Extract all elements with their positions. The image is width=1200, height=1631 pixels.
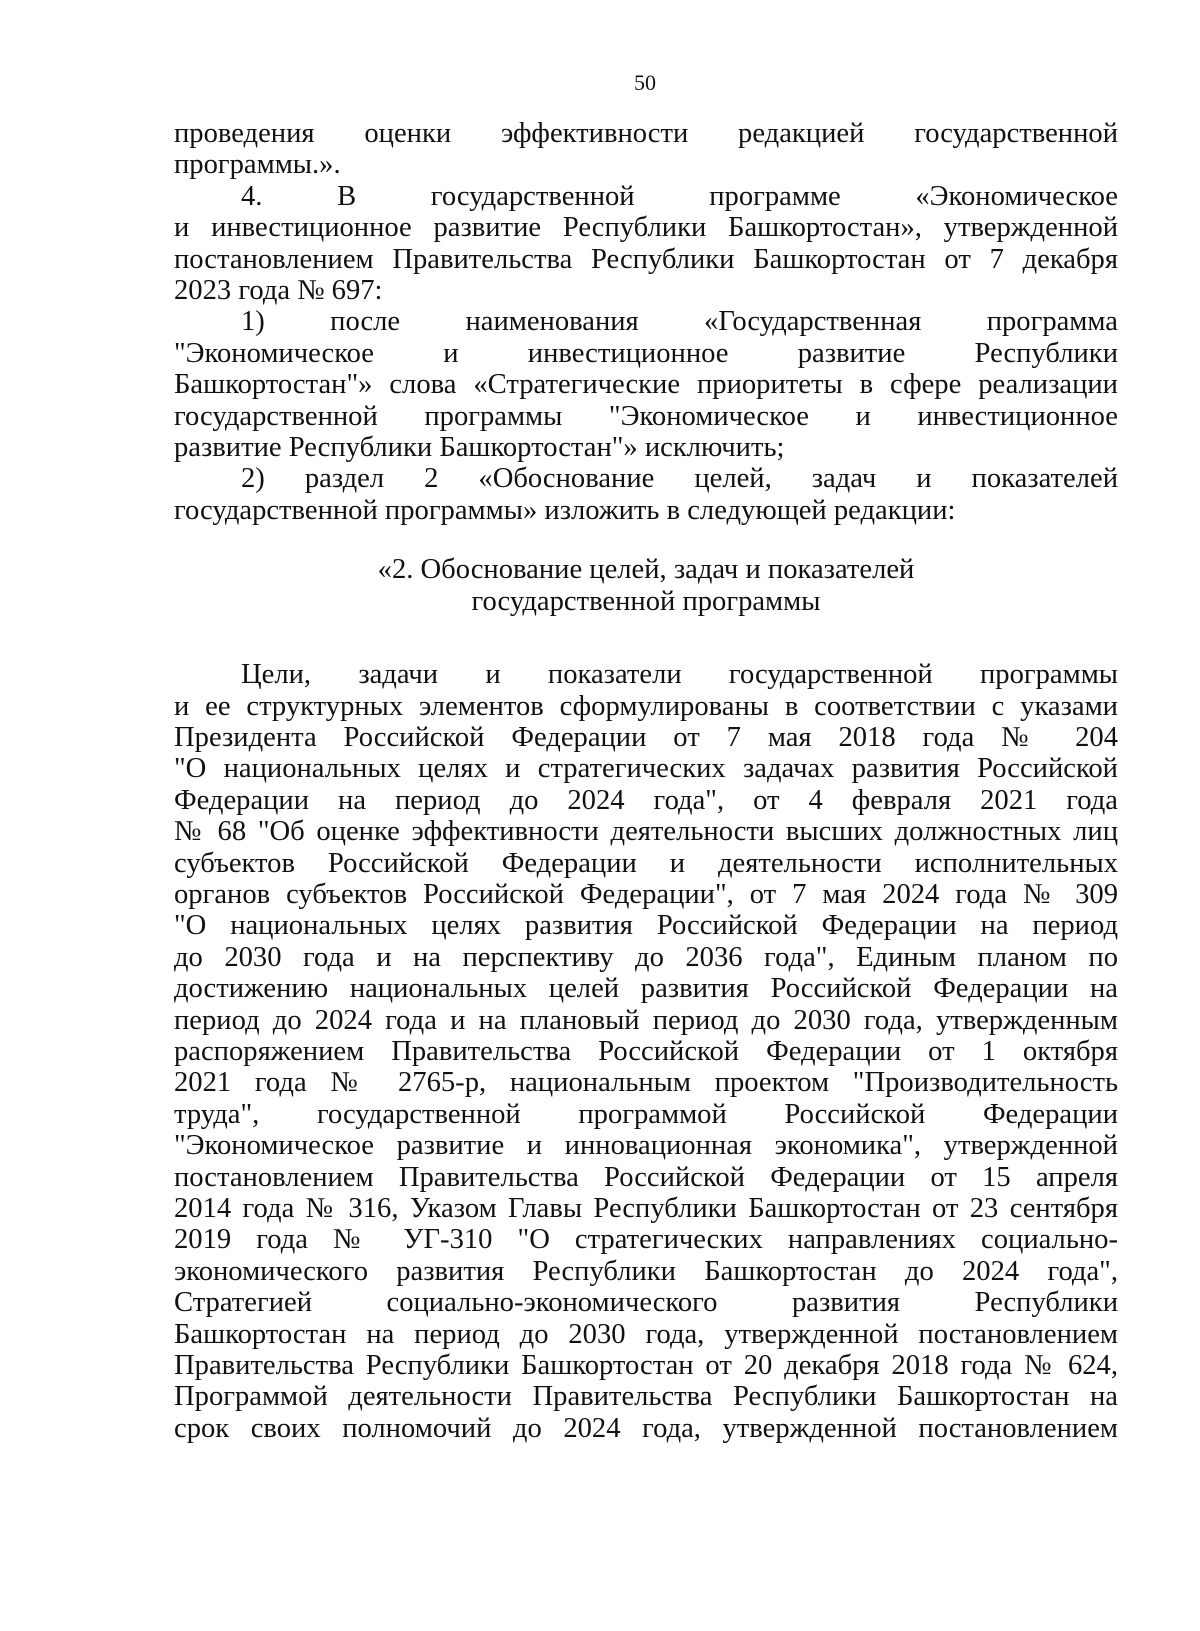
text-line: Федерации на период до 2024 года", от 4 февраля 2021 года <box>174 784 1118 816</box>
text-line: 2014 года № 316, Указом Главы Республики Башкортостан от 23 сентября <box>174 1193 1118 1224</box>
text-line: 2019 года № УГ-310 "О стратегических направлениях социально- <box>174 1224 1118 1256</box>
heading-line: «2. Обоснование целей, задач и показателей <box>377 554 915 586</box>
heading-line: государственной программы <box>471 585 821 617</box>
text-line: "Экономическое развитие и инновационная экономика", утвержденной <box>174 1130 1118 1162</box>
text-line: Президента Российской Федерации от 7 мая 2018 года № 204 <box>174 721 1118 753</box>
text-line: период до 2024 года и на плановый период до 2030 года, утвержденным <box>174 1004 1118 1036</box>
intro-paragraphs <box>174 118 1118 526</box>
text-line: "Экономическое и инвестиционное развитие Республики <box>174 337 1118 369</box>
text-line: программы.». <box>174 149 341 181</box>
document-body <box>174 118 1118 1444</box>
text-line: постановлением Правительства Российской Федерации от 15 апреля <box>174 1161 1118 1193</box>
spacer <box>174 617 1118 659</box>
text-line: распоряжением Правительства Российской Федерации от 1 октября <box>174 1035 1118 1067</box>
text-line: Стратегией социально-экономического развития Республики <box>174 1287 1118 1319</box>
text-line: проведения оценки эффективности редакцией государственной <box>174 118 1118 149</box>
text-line: Правительства Республики Башкортостан от 20 декабря 2018 года № 624, <box>174 1350 1118 1382</box>
text-line: развитие Республики Башкортостан"» исключить; <box>174 432 785 464</box>
spacer <box>174 526 1118 554</box>
text-line: Башкортостан"» слова «Стратегические приоритеты в сфере реализации <box>174 369 1118 401</box>
text-line: государственной программы» изложить в следующей редакции: <box>174 494 956 526</box>
section-heading <box>174 554 1118 617</box>
text-line: достижению национальных целей развития Российской Федерации на <box>174 973 1118 1005</box>
text-line: 2023 года № 697: <box>174 275 383 307</box>
text-line: Башкортостан на период до 2030 года, утвержденной постановлением <box>174 1318 1118 1350</box>
text-line: "О национальных целях и стратегических задачах развития Российской <box>174 753 1118 785</box>
text-line: Цели, задачи и показатели государственной программы <box>241 659 1118 691</box>
text-line: 2) раздел 2 «Обоснование целей, задач и показателей <box>241 463 1118 495</box>
text-line: субъектов Российской Федерации и деятельности исполнительных <box>174 847 1118 879</box>
text-line: 1) после наименования «Государственная программа <box>241 306 1118 338</box>
text-line: до 2030 года и на перспективу до 2036 года", Единым планом по <box>174 941 1118 973</box>
text-line: 4. В государственной программе «Экономическое <box>241 180 1118 212</box>
page-number: 50 <box>634 70 656 95</box>
text-line: "О национальных целях развития Российской Федерации на период <box>174 910 1118 942</box>
text-line: № 68 "Об оценке эффективности деятельности высших должностных лиц <box>174 816 1118 848</box>
text-line: срок своих полномочий до 2024 года, утвержденной постановлением <box>174 1412 1118 1444</box>
text-line: государственной программы "Экономическое и инвестиционное <box>174 400 1118 432</box>
text-line: органов субъектов Российской Федерации", от 7 мая 2024 года № 309 <box>174 878 1118 910</box>
text-line: постановлением Правительства Республики Башкортостан от 7 декабря <box>174 243 1118 275</box>
text-line: 2021 года № 2765-р, национальным проектом "Производительность <box>174 1067 1118 1099</box>
text-line: и ее структурных элементов сформулированы в соответствии с указами <box>174 690 1118 722</box>
section-body <box>174 659 1118 1444</box>
text-line: экономического развития Республики Башкортостан до 2024 года", <box>174 1255 1118 1287</box>
text-line: Программой деятельности Правительства Республики Башкортостан на <box>174 1381 1118 1413</box>
text-line: труда", государственной программой Российской Федерации <box>174 1098 1118 1130</box>
text-line: и инвестиционное развитие Республики Башкортостан», утвержденной <box>174 212 1118 244</box>
